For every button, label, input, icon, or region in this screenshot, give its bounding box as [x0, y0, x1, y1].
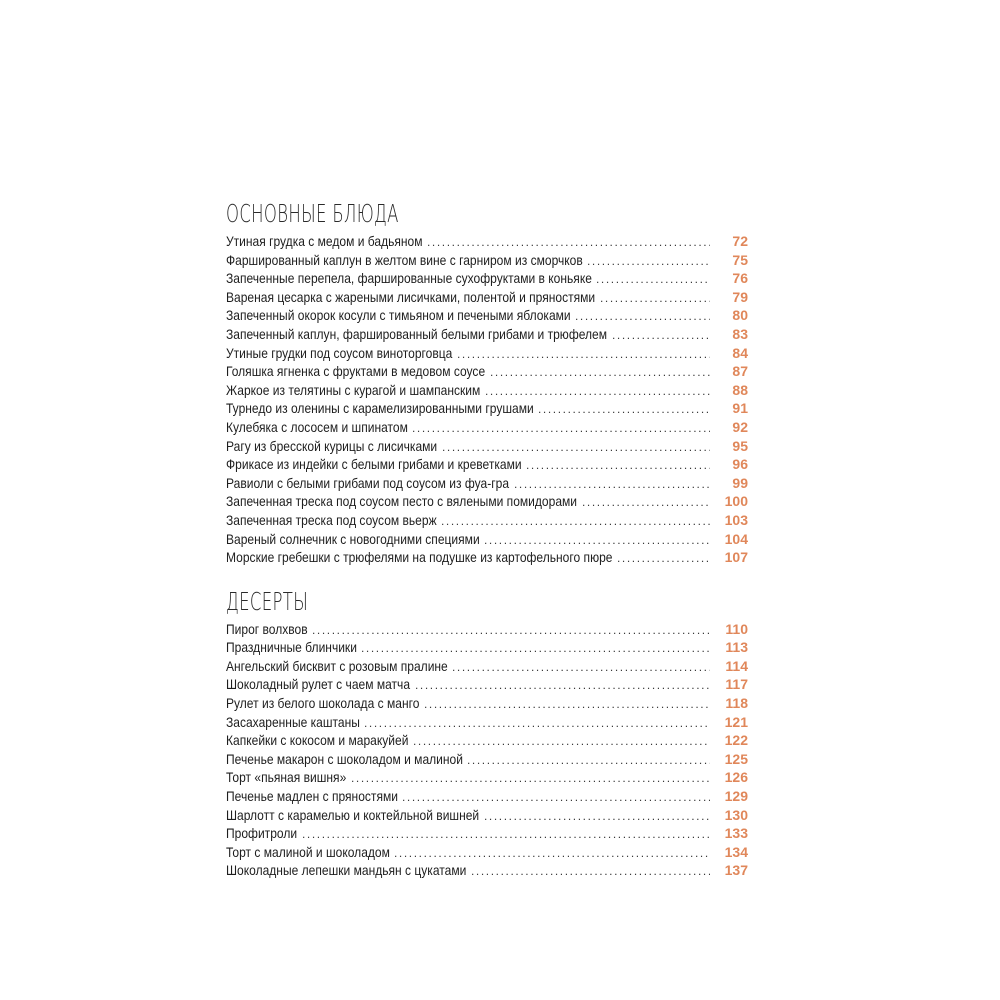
- toc-entry-title: Печенье макарон с шоколадом и малиной: [226, 750, 463, 767]
- dot-leader: [582, 493, 710, 512]
- toc-entry[interactable]: [226, 861, 748, 880]
- toc-entry-title-wrap: [226, 731, 409, 750]
- toc-entry-title: Равиоли с белыми грибами под соусом из фуа-гра: [226, 474, 510, 491]
- toc-entry-title-wrap: [226, 474, 510, 493]
- toc-entry[interactable]: [226, 288, 748, 307]
- toc-entry-title: Утиные грудки под соусом виноторговца: [226, 344, 453, 361]
- toc-entry[interactable]: [226, 675, 748, 694]
- toc-entry-title-wrap: [226, 492, 578, 511]
- toc-entry-title: Голяшка ягненка с фруктами в медовом соусе: [226, 363, 486, 380]
- toc-entry-title-wrap: [226, 232, 423, 251]
- toc-entry-title-wrap: [226, 713, 360, 732]
- toc-entry-page-number: 79: [732, 288, 748, 305]
- toc-entry[interactable]: [226, 344, 748, 363]
- dot-leader: [452, 658, 710, 677]
- toc-entry[interactable]: [226, 824, 748, 843]
- toc-entry-title: Рагу из бресской курицы с лисичками: [226, 437, 438, 454]
- dot-leader: [514, 475, 710, 494]
- toc-entry[interactable]: [226, 474, 748, 493]
- dot-leader: [484, 807, 710, 826]
- toc-entry-title-wrap: [226, 251, 583, 270]
- toc-entry-title: Вареный солнечник с новогодними специями: [226, 530, 480, 547]
- toc-entry-title-wrap: [226, 861, 467, 880]
- toc-entry-page-number: 129: [724, 788, 748, 805]
- dot-leader: [587, 252, 710, 271]
- toc-entry-title: Фрикасе из индейки с белыми грибами и креветками: [226, 456, 522, 473]
- toc-entry-title-wrap: [226, 362, 486, 381]
- toc-entry-title: Фаршированный каплун в желтом вине с гарниром из сморчков: [226, 251, 583, 268]
- toc-entry[interactable]: [226, 362, 748, 381]
- toc-entry[interactable]: [226, 232, 748, 251]
- toc-entry-page-number: 99: [732, 474, 748, 491]
- toc-entry-page-number: 134: [724, 843, 748, 860]
- toc-entry-title: Морские гребешки с трюфелями на подушке из картофельного пюре: [226, 549, 613, 566]
- toc-entry[interactable]: [226, 530, 748, 549]
- toc-entry-title: Печенье мадлен с пряностями: [226, 788, 398, 805]
- toc-entry-page-number: 88: [732, 381, 748, 398]
- toc-entry-page-number: 84: [732, 344, 748, 361]
- toc-entry-title: Кулебяка с лососем и шпинатом: [226, 418, 408, 435]
- toc-entry[interactable]: [226, 806, 748, 825]
- dot-leader: [424, 695, 710, 714]
- toc-entry-page-number: 104: [724, 530, 748, 547]
- toc-entry-title: Капкейки с кокосом и маракуйей: [226, 732, 409, 749]
- toc-entry-page-number: 113: [725, 639, 748, 656]
- toc-entry-title-wrap: [226, 548, 613, 567]
- toc-entry-page-number: 107: [724, 549, 748, 566]
- toc-entry-title-wrap: [226, 399, 534, 418]
- toc-entry[interactable]: [226, 620, 748, 639]
- dot-leader: [485, 382, 710, 401]
- toc-entry[interactable]: [226, 843, 748, 862]
- toc-entry-title-wrap: [226, 620, 308, 639]
- dot-leader: [612, 326, 710, 345]
- toc-entry-title-wrap: [226, 288, 596, 307]
- toc-entry-title-wrap: [226, 455, 522, 474]
- toc-entry[interactable]: [226, 713, 748, 732]
- toc-entry[interactable]: [226, 381, 748, 400]
- toc-entry-title-wrap: [226, 694, 420, 713]
- toc-entry-page-number: 103: [724, 511, 748, 528]
- toc-entry[interactable]: [226, 787, 748, 806]
- dot-leader: [467, 751, 710, 770]
- dot-leader: [427, 233, 710, 252]
- toc-list-desserts: [226, 620, 748, 880]
- toc-entry-page-number: 110: [725, 620, 748, 637]
- toc-entry-title: Запеченные перепела, фаршированные сухофруктами в коньяке: [226, 270, 592, 287]
- dot-leader: [484, 531, 710, 550]
- toc-entry[interactable]: [226, 306, 748, 325]
- toc-entry-page-number: 118: [725, 695, 748, 712]
- toc-entry-page-number: 133: [724, 825, 748, 842]
- toc-entry-page-number: 122: [724, 732, 748, 749]
- toc-entry[interactable]: [226, 511, 748, 530]
- dot-leader: [351, 769, 710, 788]
- dot-leader: [415, 676, 710, 695]
- toc-entry-title: Шарлотт с карамелью и коктейльной вишней: [226, 806, 480, 823]
- toc-entry-page-number: 100: [724, 493, 748, 510]
- toc-entry-title: Запеченный каплун, фаршированный белыми грибами и трюфелем: [226, 325, 608, 342]
- toc-entry-title-wrap: [226, 344, 453, 363]
- toc-entry-title-wrap: [226, 306, 571, 325]
- toc-entry[interactable]: [226, 269, 748, 288]
- dot-leader: [575, 307, 710, 326]
- dot-leader: [402, 788, 710, 807]
- toc-entry-title: Пирог волхвов: [226, 620, 308, 637]
- toc-entry[interactable]: [226, 418, 748, 437]
- toc-entry-title-wrap: [226, 437, 438, 456]
- toc-entry-title: Шоколадный рулет с чаем матча: [226, 676, 411, 693]
- toc-entry-page-number: 117: [725, 676, 748, 693]
- toc-entry-page-number: 126: [724, 769, 748, 786]
- toc-entry-title: Жаркое из телятины с курагой и шампанским: [226, 381, 481, 398]
- toc-entry[interactable]: [226, 694, 748, 713]
- toc-entry-title: Ангельский бисквит с розовым пралине: [226, 657, 448, 674]
- toc-entry[interactable]: [226, 750, 748, 769]
- dot-leader: [413, 732, 710, 751]
- toc-entry[interactable]: [226, 548, 748, 567]
- dot-leader: [538, 400, 710, 419]
- toc-entry-title-wrap: [226, 657, 448, 676]
- toc-entry[interactable]: [226, 325, 748, 344]
- toc-entry[interactable]: [226, 437, 748, 456]
- toc-entry-title-wrap: [226, 675, 411, 694]
- dot-leader: [412, 419, 710, 438]
- toc-entry[interactable]: [226, 638, 748, 657]
- dot-leader: [526, 456, 710, 475]
- toc-entry-title-wrap: [226, 750, 463, 769]
- toc-entry-page-number: 125: [724, 750, 748, 767]
- dot-leader: [361, 639, 710, 658]
- dot-leader: [600, 289, 710, 308]
- section-title-desserts: ДЕСЕРТЫ: [226, 586, 309, 616]
- toc-entry-title-wrap: [226, 638, 357, 657]
- toc-entry-page-number: 75: [732, 251, 748, 268]
- toc-entry-page-number: 72: [732, 233, 748, 249]
- toc-entry-title: Запеченная треска под соусом вьерж: [226, 511, 437, 528]
- dot-leader: [617, 549, 710, 568]
- toc-entry-title: Запеченная треска под соусом песто с вялеными помидорами: [226, 493, 578, 510]
- toc-entry[interactable]: [226, 768, 748, 787]
- toc-entry-title: Шоколадные лепешки мандьян с цукатами: [226, 862, 467, 879]
- toc-entry-page-number: 137: [724, 862, 748, 879]
- toc-entry-title: Запеченный окорок косули с тимьяном и печеными яблоками: [226, 307, 571, 324]
- dot-leader: [394, 844, 710, 863]
- toc-entry-title-wrap: [226, 381, 481, 400]
- dot-leader: [471, 862, 710, 881]
- toc-entry[interactable]: [226, 251, 748, 270]
- toc-entry-title-wrap: [226, 768, 347, 787]
- toc-entry-title-wrap: [226, 824, 298, 843]
- toc-entry-page-number: 83: [732, 325, 748, 342]
- toc-entry-title: Торт «пьяная вишня»: [226, 769, 347, 786]
- dot-leader: [596, 270, 710, 289]
- toc-entry-title: Вареная цесарка с жареными лисичками, полентой и пряностями: [226, 288, 596, 305]
- table-of-contents: [226, 196, 748, 880]
- toc-entry-page-number: 121: [724, 713, 748, 730]
- toc-entry-title: Турнедо из оленины с карамелизированными грушами: [226, 400, 534, 417]
- toc-entry-page-number: 96: [732, 456, 748, 473]
- toc-entry-page-number: 130: [724, 806, 748, 823]
- dot-leader: [364, 714, 710, 733]
- toc-entry-page-number: 95: [732, 437, 748, 454]
- toc-entry[interactable]: [226, 492, 748, 511]
- toc-entry-page-number: 92: [732, 418, 748, 435]
- toc-entry-title-wrap: [226, 530, 480, 549]
- dot-leader: [457, 345, 710, 364]
- toc-entry[interactable]: [226, 399, 748, 418]
- toc-entry[interactable]: [226, 731, 748, 750]
- toc-entry-title: Рулет из белого шоколада с манго: [226, 695, 420, 712]
- dot-leader: [441, 512, 710, 531]
- toc-entry-title-wrap: [226, 787, 398, 806]
- toc-entry[interactable]: [226, 657, 748, 676]
- toc-entry-title: Торт с малиной и шоколадом: [226, 843, 390, 860]
- toc-entry-title-wrap: [226, 511, 437, 530]
- toc-list-main-dishes: [226, 232, 748, 567]
- toc-entry-title-wrap: [226, 806, 480, 825]
- toc-entry-title: Утиная грудка с медом и бадьяном: [226, 233, 423, 249]
- toc-entry-page-number: 114: [725, 657, 748, 674]
- toc-entry-title-wrap: [226, 843, 390, 862]
- dot-leader: [490, 363, 710, 382]
- section-title-main-dishes: ОСНОВНЫЕ БЛЮДА: [226, 199, 399, 228]
- toc-entry-page-number: 91: [732, 400, 748, 417]
- dot-leader: [312, 621, 710, 640]
- toc-entry-title: Праздничные блинчики: [226, 639, 357, 656]
- dot-leader: [442, 438, 710, 457]
- toc-entry-page-number: 76: [732, 270, 748, 287]
- toc-entry-title-wrap: [226, 269, 592, 288]
- toc-entry-title-wrap: [226, 325, 608, 344]
- toc-entry-title: Профитроли: [226, 825, 298, 842]
- toc-entry-title-wrap: [226, 418, 408, 437]
- toc-entry[interactable]: [226, 455, 748, 474]
- toc-entry-page-number: 87: [732, 363, 748, 380]
- toc-entry-title: Засахаренные каштаны: [226, 713, 360, 730]
- dot-leader: [302, 825, 710, 844]
- toc-entry-page-number: 80: [732, 307, 748, 324]
